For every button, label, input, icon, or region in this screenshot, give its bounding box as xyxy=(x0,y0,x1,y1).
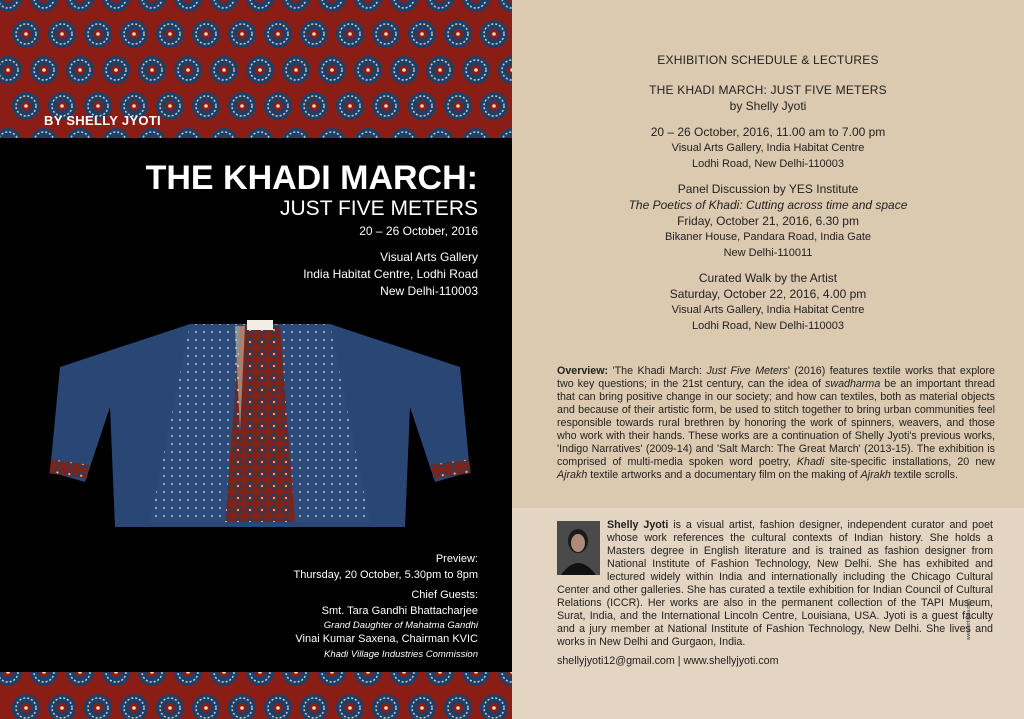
venue-line-1: Visual Arts Gallery xyxy=(380,250,478,264)
poster-title: THE KHADI MARCH: xyxy=(145,159,478,197)
overview-italic: swadharma xyxy=(825,378,881,390)
preview-label: Preview: xyxy=(435,553,478,565)
venue-line-2: India Habitat Centre, Lodhi Road xyxy=(303,267,478,281)
event-3-time: Saturday, October 22, 2016, 4.00 pm xyxy=(669,287,867,301)
guest-1-role: Grand Daughter of Mahatma Gandhi xyxy=(323,620,478,631)
overview-italic: Khadi xyxy=(796,456,825,468)
venue-line-3: New Delhi-110003 xyxy=(380,284,478,298)
event-2-time: Friday, October 21, 2016, 6.30 pm xyxy=(677,214,859,228)
poster-subtitle: JUST FIVE METERS xyxy=(280,197,478,220)
byline: BY SHELLY JYOTI xyxy=(44,113,161,128)
overview-text: textile artworks and a documentary film on the making of xyxy=(587,469,861,481)
ajrakh-pattern-bottom xyxy=(0,672,512,719)
info-panel xyxy=(512,0,1024,719)
guests-label: Chief Guests: xyxy=(411,589,478,601)
overview-text: site-specific installations, 20 new xyxy=(824,456,995,468)
overview-text: textile scrolls. xyxy=(890,469,958,481)
bio-text: is a visual artist, fashion designer, independent curator and poet whose work references the cultural contexts of Indian history. She holds a Masters degree in English literature and is trained as fashion designer from National Institute of Fashion Technology, New Delhi. She has exhibited and lectured widely within India and internationally including the Chicago Cultural Center and other galleries. She has curated a textile exhibition for Indian Council of Cultural Relations (ICCR). Her works are also in the permanent collection of the TAPI Museum, Surat, India, and the International Lincoln Centre, Louisiana, USA. Jyoti is a guest faculty and a jury member at National Institute of Fashion Technology, New Delhi. She lives and works in New Delhi and Gurgaon, India. xyxy=(557,519,993,648)
event-1-place-2: Lodhi Road, New Delhi-110003 xyxy=(691,158,845,170)
overview-label: Overview: xyxy=(557,365,609,377)
artist-name: Shelly Jyoti xyxy=(607,519,669,531)
event-3-place-1: Visual Arts Gallery, India Habitat Centre xyxy=(671,304,865,316)
poster-dates: 20 – 26 October, 2016 xyxy=(359,224,478,238)
event-3-place-2: Lodhi Road, New Delhi-110003 xyxy=(691,320,845,332)
event-3-title: Curated Walk by the Artist xyxy=(698,271,838,285)
guest-2-role: Khadi Village Industries Commission xyxy=(323,649,478,660)
guest-2-name: Vinai Kumar Saxena, Chairman KVIC xyxy=(295,633,478,645)
overview-text: 'The Khadi March: xyxy=(608,365,707,377)
event-1-time: 20 – 26 October, 2016, 11.00 am to 7.00 pm xyxy=(650,125,886,139)
event-2-place-2: New Delhi-110011 xyxy=(723,247,813,259)
overview-paragraph xyxy=(557,365,995,482)
side-credit: www.arrtindia.com xyxy=(966,599,972,640)
event-1-by: by Shelly Jyoti xyxy=(729,99,807,113)
overview-text: be an important thread that can bring positive change in our society; and how can textiles, both as material objects and because of their artistic form, be used to stitch together to bring urban communities feel responsible towards rural brethren by honoring the work of spinners, weavers, and those who work with their hands. These works are a continuation of Shelly Jyoti's previous works, 'Indigo Narratives' (2009-14) and 'Salt March: The Great March' (2013-15). The exhibition is comprised of multi-media spoken word poetry, xyxy=(557,378,995,468)
event-1-place-1: Visual Arts Gallery, India Habitat Centre xyxy=(671,142,865,154)
overview-text: ' (2016) features textile works that explore two key questions; in the 21st century, can the idea of xyxy=(557,365,995,390)
guest-1-name: Smt. Tara Gandhi Bhattacharjee xyxy=(321,605,478,617)
overview-italic: Ajrakh xyxy=(860,469,891,481)
bio-section xyxy=(512,508,1024,719)
ajrakh-pattern-graphic xyxy=(0,672,512,719)
event-2-subtitle: The Poetics of Khadi: Cutting across time and space xyxy=(628,198,908,212)
overview-italic: Just Five Meters xyxy=(706,365,788,377)
event-2-place-1: Bikaner House, Pandara Road, India Gate xyxy=(664,231,872,243)
event-2-title: Panel Discussion by YES Institute xyxy=(677,182,859,196)
jacket-image xyxy=(40,312,480,537)
contact-line[interactable]: shellyjyoti12@gmail.com | www.shellyjyoti.com xyxy=(557,655,779,667)
bio-paragraph xyxy=(557,519,993,649)
schedule-heading: EXHIBITION SCHEDULE & LECTURES xyxy=(657,53,879,67)
preview-time: Thursday, 20 October, 5.30pm to 8pm xyxy=(293,569,478,581)
overview-italic: Ajrakh xyxy=(557,469,588,481)
event-1-title: THE KHADI MARCH: JUST FIVE METERS xyxy=(649,83,887,97)
